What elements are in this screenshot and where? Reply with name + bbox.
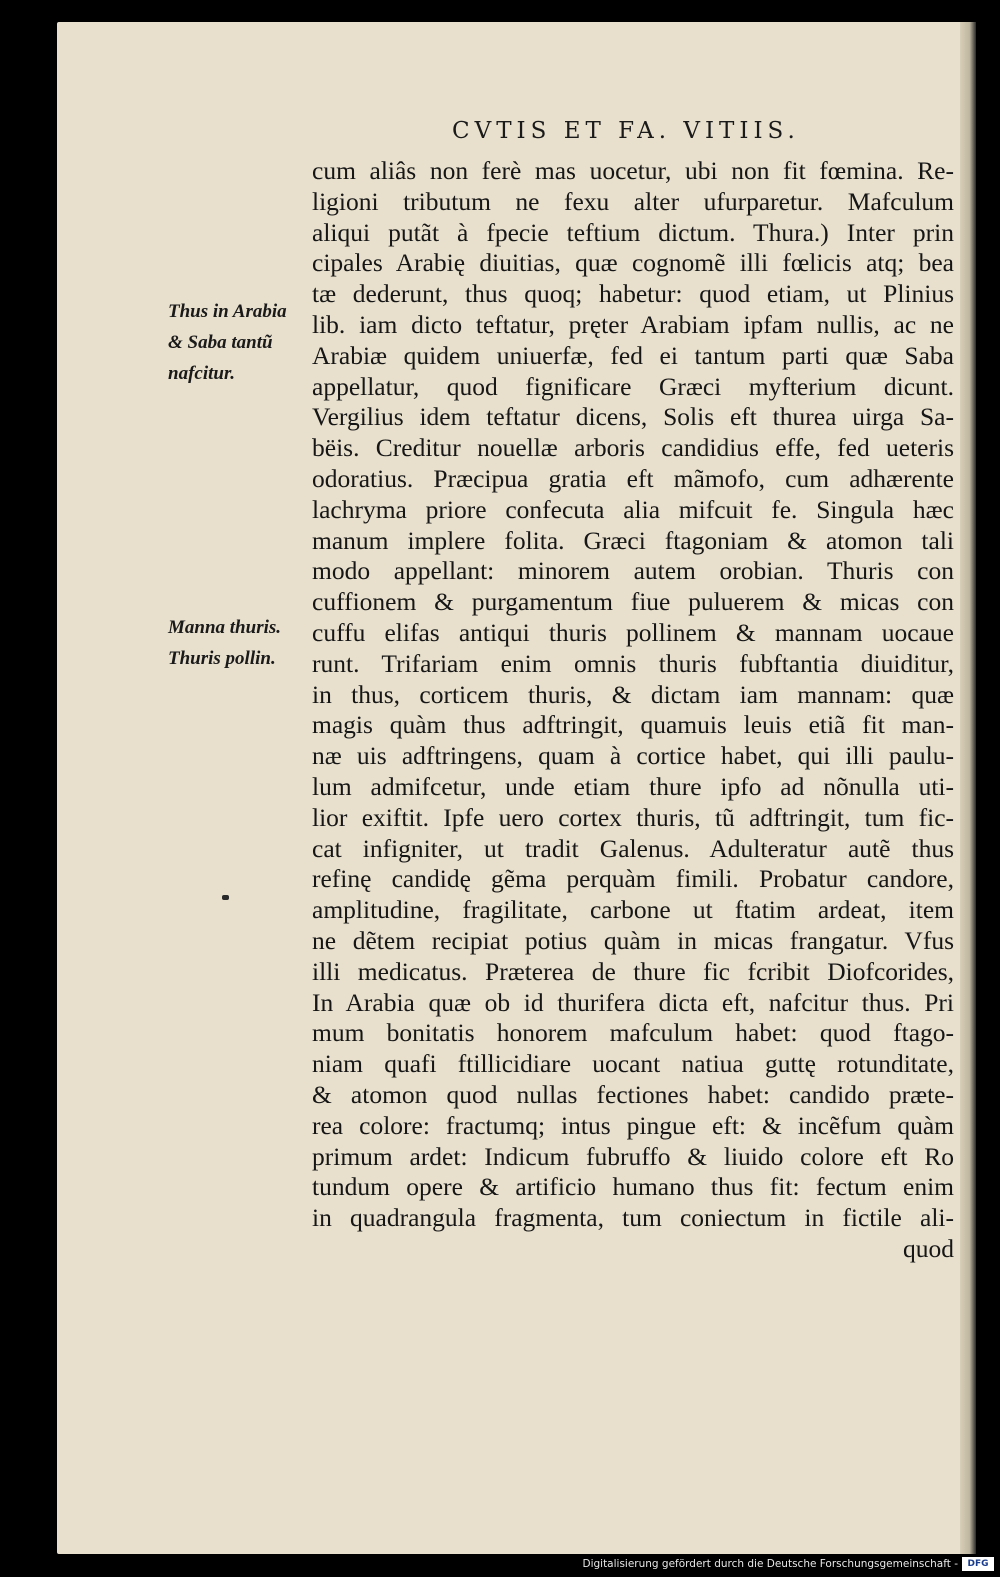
text-line: magis quàm thus adftringit, quamuis leuis etiã fit man-	[312, 710, 954, 740]
margin-note-manna	[168, 612, 313, 674]
text-line: rea colore: fractumq; intus pingue eft: & incẽfum quàm	[312, 1110, 954, 1140]
text-line: tæ dederunt, thus quoq; habetur: quod etiam, ut Plinius	[312, 279, 954, 309]
text-line: lum admifcetur, unde etiam thure ipfo ad nõnulla uti-	[312, 771, 954, 801]
margin-note-line: Thus in Arabia	[168, 301, 287, 322]
text-line: in thus, corticem thuris, & dictam iam mannam: quæ	[312, 679, 954, 709]
text-line: odoratius. Præcipua gratia eft mãmofo, cum adhærente	[312, 463, 954, 493]
ink-speck	[222, 895, 229, 900]
text-line: aliqui putãt à fpecie teftium dictum. Thura.) Inter prin	[312, 217, 954, 247]
text-line: tundum opere & artificio humano thus fit: fectum enim	[312, 1172, 954, 1202]
text-line: refinę candidę gẽma perquàm fimili. Probatur candore,	[312, 864, 954, 894]
body-text	[312, 156, 954, 1265]
text-line: niam quafi ftillicidiare uocant natiua guttę rotunditate,	[312, 1049, 954, 1079]
text-line: cum aliâs non ferè mas uocetur, ubi non fit fœmina. Re-	[312, 156, 954, 185]
text-line: cat infigniter, ut tradit Galenus. Adulteratur autẽ thus	[312, 833, 954, 863]
page-edge	[960, 22, 976, 1554]
margin-note-line: Thuris pollin.	[168, 648, 276, 669]
text-line: In Arabia quæ ob id thurifera dicta eft, nafcitur thus. Pri	[312, 987, 954, 1017]
catchword: quod	[903, 1233, 954, 1263]
text-line: appellatur, quod fignificare Græci myfterium dicunt.	[312, 371, 954, 401]
dfg-logo: DFG	[962, 1557, 994, 1571]
margin-note-line: & Saba tantũ	[168, 332, 273, 353]
text-line: cipales Arabię diuitias, quæ cognomẽ illi fœlicis atq; bea	[312, 248, 954, 278]
text-line: ne dẽtem recipiat potius quàm in micas frangatur. Vfus	[312, 925, 954, 955]
text-line: ligioni tributum ne fexu alter ufurparetur. Mafculum	[312, 186, 954, 216]
text-line: illi medicatus. Præterea de thure fic fcribit Diofcorides,	[312, 956, 954, 986]
text-line: lior exiftit. Ipfe uero cortex thuris, tũ adftringit, tum fic-	[312, 802, 954, 832]
margin-note-thus	[168, 296, 313, 389]
running-head: CVTIS ET FA. VITIIS.	[452, 118, 800, 144]
text-line: bëis. Creditur nouellæ arboris candidius effe, fed ueteris	[312, 433, 954, 463]
text-line: Vergilius idem teftatur dicens, Solis eft thurea uirga Sa-	[312, 402, 954, 432]
margin-note-line: nafcitur.	[168, 363, 236, 384]
text-line: modo appellant: minorem autem orobian. Thuris con	[312, 556, 954, 586]
text-line: cuffionem & purgamentum fiue puluerem & micas con	[312, 587, 954, 617]
text-line: in quadrangula fragmenta, tum coniectum in fictile ali-	[312, 1203, 954, 1233]
text-line: cuffu elifas antiqui thuris pollinem & mannam uocaue	[312, 617, 954, 647]
text-line: mum bonitatis honorem mafculum habet: quod ftago-	[312, 1018, 954, 1048]
margin-note-line: Manna thuris.	[168, 617, 282, 638]
text-line: & atomon quod nullas fectiones habet: candido præte-	[312, 1079, 954, 1109]
text-line: Arabiæ quidem uniuerfæ, fed ei tantum parti quæ Saba	[312, 340, 954, 370]
text-line: lachryma priore confecuta alia mifcuit fe. Singula hæc	[312, 494, 954, 524]
text-line: manum implere folita. Græci ftagoniam & atomon tali	[312, 525, 954, 555]
text-line: amplitudine, fragilitate, carbone ut ftatim ardeat, item	[312, 895, 954, 925]
text-line: primum ardet: Indicum fubruffo & liuido colore eft Ro	[312, 1141, 954, 1171]
text-line: runt. Trifariam enim omnis thuris fubftantia diuiditur,	[312, 648, 954, 678]
text-line: lib. iam dicto teftatur, pręter Arabiam ipfam nullis, ac ne	[312, 309, 954, 339]
text-line: næ uis adftringens, quam à cortice habet, qui illi paulu-	[312, 741, 954, 771]
footer-credit: Digitalisierung gefördert durch die Deutsche Forschungsgemeinschaft -	[582, 1558, 958, 1570]
